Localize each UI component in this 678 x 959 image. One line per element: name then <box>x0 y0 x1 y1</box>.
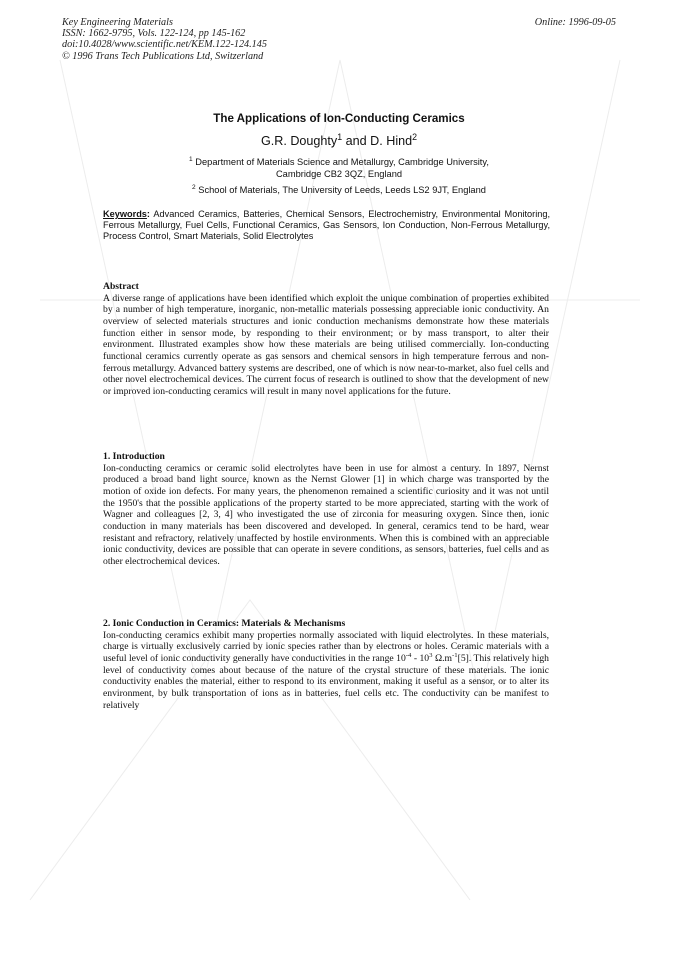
affiliation-mark: 2 <box>192 183 196 191</box>
paper-title: The Applications of Ion-Conducting Ceramics <box>213 112 465 125</box>
section-2-text: [5]. This relatively high level of conductivity comes about because of the nature of the crystal structure of these materials. The ionic conductivity enables the material, either to respond to its environment, making it useful as a sensor, or to alter its environment, by bulk transportation of ions as in batteries, fuel cells etc. The conductivity can be manifest to relatively <box>103 652 549 711</box>
affiliation-text: Cambridge CB2 3QZ, England <box>275 169 403 179</box>
section-2-heading: 2. Ionic Conduction in Ceramics: Materials & Mechanisms <box>103 618 346 629</box>
introduction-section <box>103 451 549 568</box>
abstract-section <box>103 281 549 398</box>
keywords-block: Keywords: Advanced Ceramics, Batteries, Chemical Sensors, Electrochemistry, Environmental Monitoring, Ferrous Metallurgy, Fuel Cells, Functional Ceramics, Gas Sensors, Ion Conduction, Non-Ferrous Metallurgy, Process Control, Smart Materials, Solid Electrolytes <box>103 209 551 241</box>
author-name: D. Hind <box>370 134 413 148</box>
affiliation-text: Department of Materials Science and Metallurgy, Cambridge University, <box>195 157 489 167</box>
journal-name: Key Engineering Materials <box>62 17 173 28</box>
author-affiliation-mark: 1 <box>337 131 343 142</box>
affiliation-2 <box>0 185 678 195</box>
journal-issn: ISSN: 1662-9795, Vols. 122-124, pp 145-162 <box>62 28 246 40</box>
journal-copyright: © 1996 Trans Tech Publications Ltd, Switzerland <box>62 50 264 62</box>
affiliation-mark: 1 <box>189 155 193 163</box>
paper-authors <box>0 131 678 148</box>
introduction-heading: 1. Introduction <box>103 451 165 462</box>
keywords-list: Advanced Ceramics, Batteries, Chemical Sensors, Electrochemistry, Environmental Monitoring, Ferrous Metallurgy, Fuel Cells, Functional Ceramics, Gas Sensors, Ion Conduction, Non-Ferrous Metallurgy, Process Control, Smart Materials, Solid Electrolytes <box>103 209 551 241</box>
section-2-text: Ω.m <box>432 652 452 664</box>
journal-doi[interactable]: doi:10.4028/www.scientific.net/KEM.122-124.145 <box>62 39 267 51</box>
author-separator: and <box>342 134 371 148</box>
section-2-text: - 10 <box>411 652 430 664</box>
introduction-text: Ion-conducting ceramics or ceramic solid electrolytes have been in use for almost a century. In 1897, Nernst produced a broad band light source, known as the Nernst Glower [1] in which charge was transported by the motion of oxide ion defects. For many years, the phenomenon remained a scientific curiosity and it was not until the 1950's that the possible applications of the property started to be more appreciated, starting with the work of Wagner and colleagues [2, 3, 4] who investigated the use of zirconia for measuring oxygen. Since then, ionic conduction in many materials has been discovered and developed. In general, ceramics tend to be hard, wear resistant and refractory, relatively unaffected by hostile environments. When this is combined with an appreciable ionic conductivity, devices are possible that can operate in severe conditions, as sensors, batteries, fuel cells and as other electrochemical devices. <box>103 462 549 567</box>
affiliation-text: School of Materials, The University of Leeds, Leeds LS2 9JT, England <box>198 185 486 195</box>
section-2 <box>103 618 549 711</box>
abstract-heading: Abstract <box>103 281 139 292</box>
exponent: 3 <box>429 651 433 659</box>
affiliation-1 <box>0 156 678 180</box>
exponent: -1 <box>452 651 458 659</box>
author-name: G.R. Doughty <box>260 134 338 148</box>
author-affiliation-mark: 2 <box>412 131 418 142</box>
section-2-text: Ion-conducting ceramics exhibit many properties normally associated with liquid electrolytes. In these materials, charge is virtually exclusively carried by ionic species rather than by electrons or holes. Ceramic materials with a useful level of ionic conductivity generally have conductivities in the range 10 <box>103 629 549 664</box>
exponent: -4 <box>405 651 412 659</box>
keywords-label: Keywords <box>103 209 147 219</box>
online-date: Online: 1996-09-05 <box>534 17 616 28</box>
journal-header <box>62 17 267 62</box>
abstract-text: A diverse range of applications have been identified which exploit the unique combination of properties exhibited by a number of high temperature, inorganic, non-metallic materials possessing appreciable ionic conductivity. An overview of selected materials structures and ionic conduction mechanisms demonstrate how these materials function either in sensor mode, by responding to their environment; or by mass transport, to alter their environment. Illustrated examples show how these materials are being utilised commercially. Ion-conducting functional ceramics currently operate as gas sensors and chemical sensors in high temperature ferrous and non-ferrous metallurgy. Advanced battery systems are described, one of which is now near-to-market, also fuel cells and other novel electrochemical devices. The current focus of research is outlined to show that the development of new or improved ion-conducting ceramics will result in many novel applications for the future. <box>103 292 549 397</box>
